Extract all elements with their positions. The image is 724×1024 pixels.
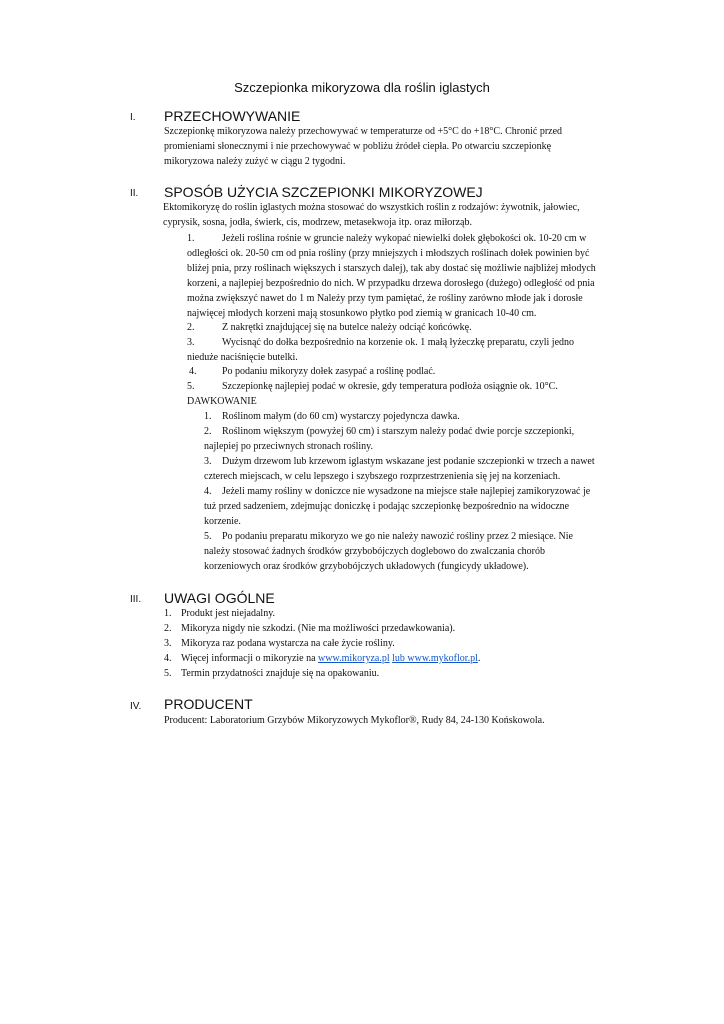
section-number: IV. [130,701,142,712]
section-number: I. [130,112,136,123]
step-continuation: nieduże naciśnięcie butelki. [187,352,298,363]
text-line: Ektomikoryzę do roślin iglastych można stosować do wszystkich roślin z rodzajów: żywotnik, jałowiec, [163,202,580,213]
section-heading-general-notes: UWAGI OGÓLNE [164,590,275,606]
list-item: Produkt jest niejadalny. [181,608,276,619]
section-heading-producer: PRODUCENT [164,696,253,712]
dosage-text: Dużym drzewom lub krzewom iglastym wskazane jest podanie szczepionki w trzech a nawet [222,456,595,467]
dosage-text: Roślinom małym (do 60 cm) wystarczy pojedyncza dawka. [222,411,460,422]
section-number: III. [130,594,142,605]
dosage-text: Jeżeli mamy rośliny w doniczce nie wysadzone na miejsce stałe najlepiej zamikoryzować je [222,486,591,497]
more-info-prefix: Więcej informacji o mikoryzie na [181,653,319,664]
list-item: Mikoryza nigdy nie szkodzi. (Nie ma możliwości przedawkowania). [181,623,456,634]
producer-text: Producent: Laboratorium Grzybów Mikoryzowych Mykoflor®, Rudy 84, 24-130 Końskowola. [164,715,545,726]
step-number: 5. [187,381,195,392]
text-line: promieniami słonecznymi i nie przechowywać w pobliżu źródeł ciepła. Po otwarciu szczepionkę [164,141,552,152]
dosage-text: Roślinom większym (powyżej 60 cm) i starszym należy podać dwie porcje szczepionki, [222,426,575,437]
step-continuation [187,246,596,321]
step-number: 1. [187,233,195,244]
list-number: 5. [164,668,172,679]
step-text: Jeżeli roślina rośnie w gruncie należy wykopać niewielki dołek głębokości ok. 10-20 cm w [222,233,587,244]
dosage-heading: DAWKOWANIE [187,396,257,407]
storage-paragraph [164,124,562,169]
text-line: bliżej pnia, przy roślinach większych i starszych dalej), tak aby dostać się możliwie najbliżej młodych [187,263,596,274]
list-item: Mikoryza raz podana wystarcza na całe życie rośliny. [181,638,395,649]
step-text: Szczepionkę najlepiej podać w okresie, gdy temperatura podłoża osiągnie ok. 10°C. [222,381,558,392]
text-line: można zwiększyć nawet do 1 m Należy przy tym pamiętać, że rośliny zarówno młode jak i dorosłe [187,293,583,304]
step-number: 2. [187,322,195,333]
link-mikoryza[interactable]: www.mikoryza.pl [318,653,390,664]
list-number: 1. [164,608,172,619]
dosage-number: 4. [204,486,212,497]
text-line: korzeni, a najlepiej bezpośrednio do nich. W przypadku drzewa dorosłego (dużego) odległość od pnia [187,278,595,289]
dosage-continuation: korzeniowych oraz środków grzybobójczych układowych (fungicydy układowe). [204,561,529,572]
text-line: Szczepionkę mikoryzowa należy przechowywać w temperaturze od +5°C do +18°C. Chronić przed [164,126,563,137]
link-mykoflor[interactable]: lub www.mykoflor.pl [392,653,478,664]
document-title: Szczepionka mikoryzowa dla roślin iglastych [234,80,490,95]
list-number: 3. [164,638,172,649]
step-text: Wycisnąć do dołka bezpośrednio na korzenie ok. 1 małą łyżeczkę preparatu, czyli jedno [222,337,575,348]
dosage-number: 3. [204,456,212,467]
text-line: najwięcej młodych korzeni mają stosunkowo płytko pod ziemią w granicach 10-40 cm. [187,308,537,319]
dosage-text: Po podaniu preparatu mikoryzo we go nie należy nawozić rośliny przez 2 miesiące. Nie [222,531,573,542]
list-item-more-info [181,651,480,666]
dosage-continuation: najlepiej po przeciwnych stronach rośliny. [204,441,374,452]
dosage-continuation: tuż przed sadzeniem, zdejmując doniczkę i podając szczepionkę bezpośrednio na widoczne [204,501,570,512]
section-heading-storage: PRZECHOWYWANIE [164,108,301,124]
text-line: mikoryzowa należy zużyć w ciągu 2 tygodni. [164,156,346,167]
list-number: 2. [164,623,172,634]
usage-intro [163,200,580,230]
section-heading-usage: SPOSÓB UŻYCIA SZCZEPIONKI MIKORYZOWEJ [164,184,483,200]
step-text: Z nakrętki znajdującej się na butelce należy odciąć końcówkę. [222,322,472,333]
section-number: II. [130,188,139,199]
step-number: 3. [187,337,195,348]
step-number: 4. [189,366,197,377]
list-number: 4. [164,653,172,664]
text-line: odległości ok. 20-50 cm od pnia rośliny (przy mniejszych i młodszych roślinach dołek powinien być [187,248,590,259]
text-line: cyprysik, sosna, jodła, świerk, cis, modrzew, metasekwoja itp. oraz miłorząb. [163,217,472,228]
dosage-continuation: należy stosować żadnych środków grzybobójczych doglebowo do zwalczania chorób [204,546,545,557]
dosage-continuation: czterech miejscach, w celu lepszego i szybszego rozprzestrzenienia się jej na korzeniach. [204,471,561,482]
dosage-number: 5. [204,531,212,542]
step-text: Po podaniu mikoryzy dołek zasypać a roślinę podlać. [222,366,436,377]
list-item: Termin przydatności znajduje się na opakowaniu. [181,668,380,679]
more-info-suffix: . [477,653,481,664]
dosage-number: 2. [204,426,212,437]
dosage-number: 1. [204,411,212,422]
dosage-continuation: korzenie. [204,516,241,527]
